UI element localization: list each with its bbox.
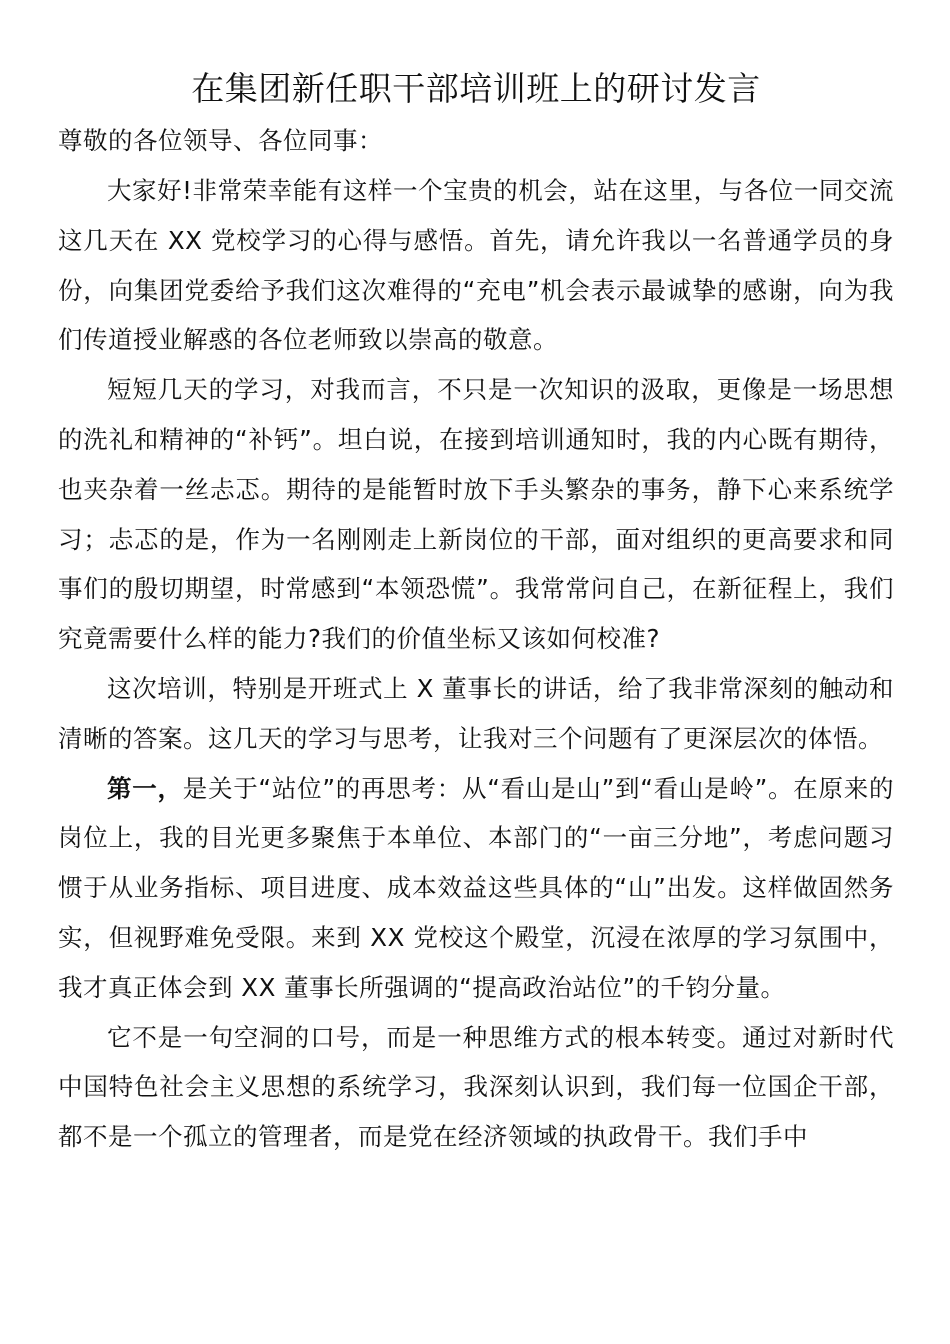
paragraph-training: 这次培训，特别是开班式上 X 董事长的讲话，给了我非常深刻的触动和清晰的答案。这几天的学习与思考，让我对三个问题有了更深层次的体悟。 [58,673,894,753]
document-title: 在集团新任职干部培训班上的研讨发言 [191,69,761,108]
section-one-body: 是关于“站位”的再思考：从“看山是山”到“看山是岭”。在原来的岗位上，我的目光更多聚焦于本单位、本部门的“一亩三分地”，考虑问题习惯于从业务指标、项目进度、成本效益这些具体的“山”出发。这样做固然务实，但视野难免受限。来到 XX 党校这个殿堂，沉浸在浓厚的学习氛围中，我才真正体会到 XX 董事长所强调的“提高政治站位”的千钧分量。 [58,773,895,1002]
salutation: 尊敬的各位领导、各位同事： [58,126,383,155]
section-one-lead: 第一， [107,773,183,803]
paragraph-last: 它不是一句空洞的口号，而是一种思维方式的根本转变。通过对新时代中国特色社会主义思想的系统学习，我深刻认识到，我们每一位国企干部，都不是一个孤立的管理者，而是党在经济领域的执政骨干。我们手中 [58,1022,894,1152]
paragraph-greeting: 大家好!非常荣幸能有这样一个宝贵的机会，站在这里，与各位一同交流这几天在 XX 党校学习的心得与感悟。首先，请允许我以一名普通学员的身份，向集团党委给予我们这次难得的“充电”机会表示最诚挚的感谢，向为我们传道授业解惑的各位老师致以崇高的敬意。 [58,176,894,355]
paragraph-learning: 短短几天的学习，对我而言，不只是一次知识的汲取，更像是一场思想的洗礼和精神的“补钙”。坦白说，在接到培训通知时，我的内心既有期待，也夹杂着一丝忐忑。期待的是能暂时放下手头繁杂的事务，静下心来系统学习；忐忑的是，作为一名刚刚走上新岗位的干部，面对组织的更高要求和同事们的殷切期望，时常感到“本领恐慌”。我常常问自己，在新征程上，我们究竟需要什么样的能力?我们的价值坐标又该如何校准? [58,375,894,654]
paragraph-section-one [58,764,894,1013]
